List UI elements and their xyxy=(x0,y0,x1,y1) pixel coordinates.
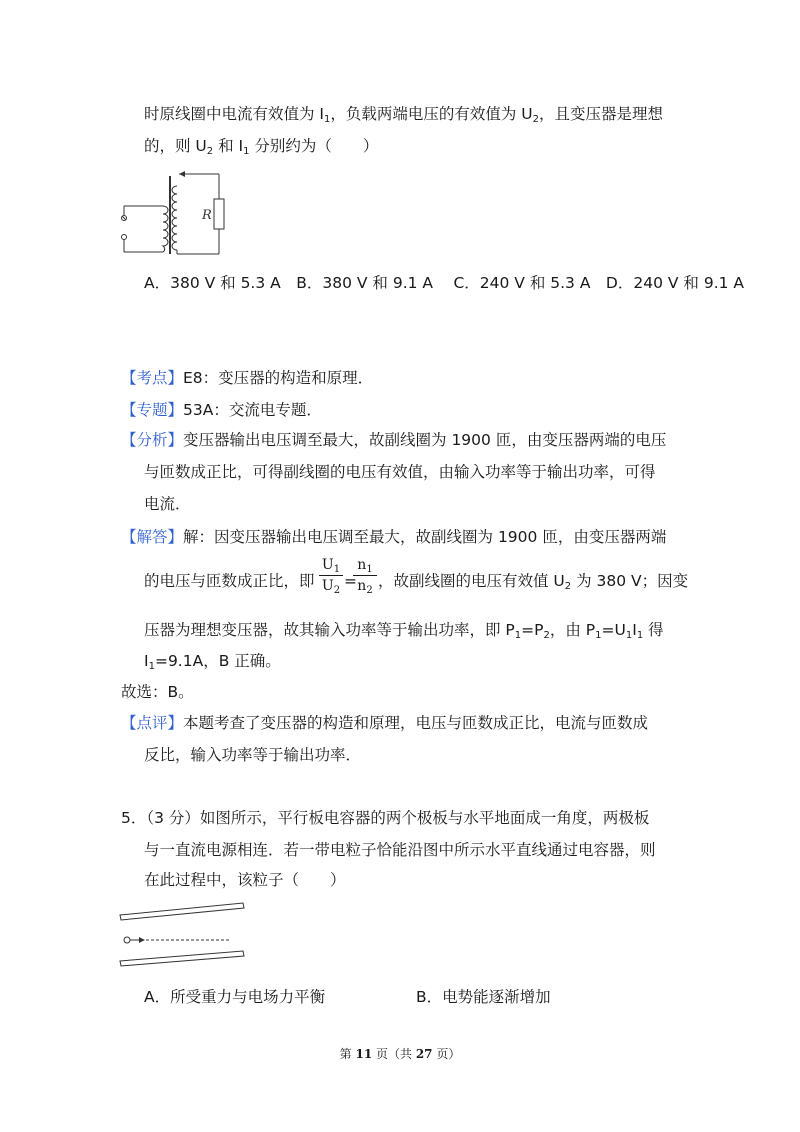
zhuanti-tag: 【专题】 xyxy=(121,401,184,419)
q5-line-1: 5．（3 分）如图所示，平行板电容器的两个极板与水平地面成一角度，两极板 xyxy=(121,809,650,827)
q4-options: A．380 V 和 5.3 A B．380 V 和 9.1 A C．240 V 和 5.3 A D．240 V 和 9.1 A xyxy=(144,274,745,292)
q5-line-3: 在此过程中，该粒子（ ） xyxy=(144,871,346,889)
dianping-row: 【点评】本题考查了变压器的构造和原理，电压与匝数成正比，电流与匝数成 xyxy=(121,714,649,732)
q5-option-b: B．电势能逐渐增加 xyxy=(416,988,551,1006)
q5-line-2: 与一直流电源相连．若一带电粒子恰能沿图中所示水平直线通过电容器，则 xyxy=(144,841,656,859)
page-number: 11 xyxy=(355,1047,373,1061)
kaodian-row: 【考点】E8：变压器的构造和原理． xyxy=(121,369,374,387)
jieda-line-2b: ，故副线圈的电压有效值 $U_2$ 为 380 V；因变 xyxy=(378,572,689,592)
jieda-tag: 【解答】 xyxy=(121,528,184,546)
zhuanti-row: 【专题】53A：交流电专题． xyxy=(121,401,322,419)
dianping-line-2: 反比，输入功率等于输出功率． xyxy=(144,746,362,764)
equals-sign: = xyxy=(344,572,357,590)
resistor-label: R xyxy=(202,208,212,223)
q4-line-2: 的，则 $U_2$ 和 $I_1$ 分别约为（ ） xyxy=(144,137,379,157)
page-footer: 第 11 页（共 27 页） xyxy=(339,1047,461,1061)
jieda-line-3: 压器为理想变压器，故其输入功率等于输出功率，即 $P_1=P_2$，由 $P_1=U_1I_1$ 得 xyxy=(144,621,664,641)
jieda-line-4: $I_1=9.1A$，B 正确。 xyxy=(144,652,281,672)
fenxi-row: 【分析】变压器输出电压调至最大，故副线圈为 1900 匝，由变压器两端的电压 xyxy=(121,431,667,449)
fenxi-tag: 【分析】 xyxy=(121,431,184,449)
q4-line-1: 时原线圈中电流有效值为 $I_1$，负载两端电压的有效值为 $U_2$，且变压器是理想 xyxy=(144,105,664,125)
page-total: 27 xyxy=(415,1047,433,1061)
answer-line: 故选：B。 xyxy=(121,683,194,701)
fenxi-line-2: 与匝数成正比，可得副线圈的电压有效值，由输入功率等于输出功率，可得 xyxy=(144,463,656,481)
transformer-circuit-diagram xyxy=(115,166,230,258)
kaodian-tag: 【考点】 xyxy=(121,369,184,387)
dianping-tag: 【点评】 xyxy=(121,714,184,732)
fenxi-line-3: 电流． xyxy=(144,495,191,513)
capacitor-diagram xyxy=(115,895,250,975)
jieda-line-2a: 的电压与匝数成正比，即 xyxy=(144,572,315,590)
fraction-n1-n2: $n_1$ $n_2$ xyxy=(353,557,377,594)
q5-option-a: A．所受重力与电场力平衡 xyxy=(144,988,326,1006)
fraction-u1-u2: $U_1$ $U_2$ xyxy=(319,557,343,594)
jieda-row: 【解答】解：因变压器输出电压调至最大，故副线圈为 1900 匝，由变压器两端 xyxy=(121,528,667,546)
